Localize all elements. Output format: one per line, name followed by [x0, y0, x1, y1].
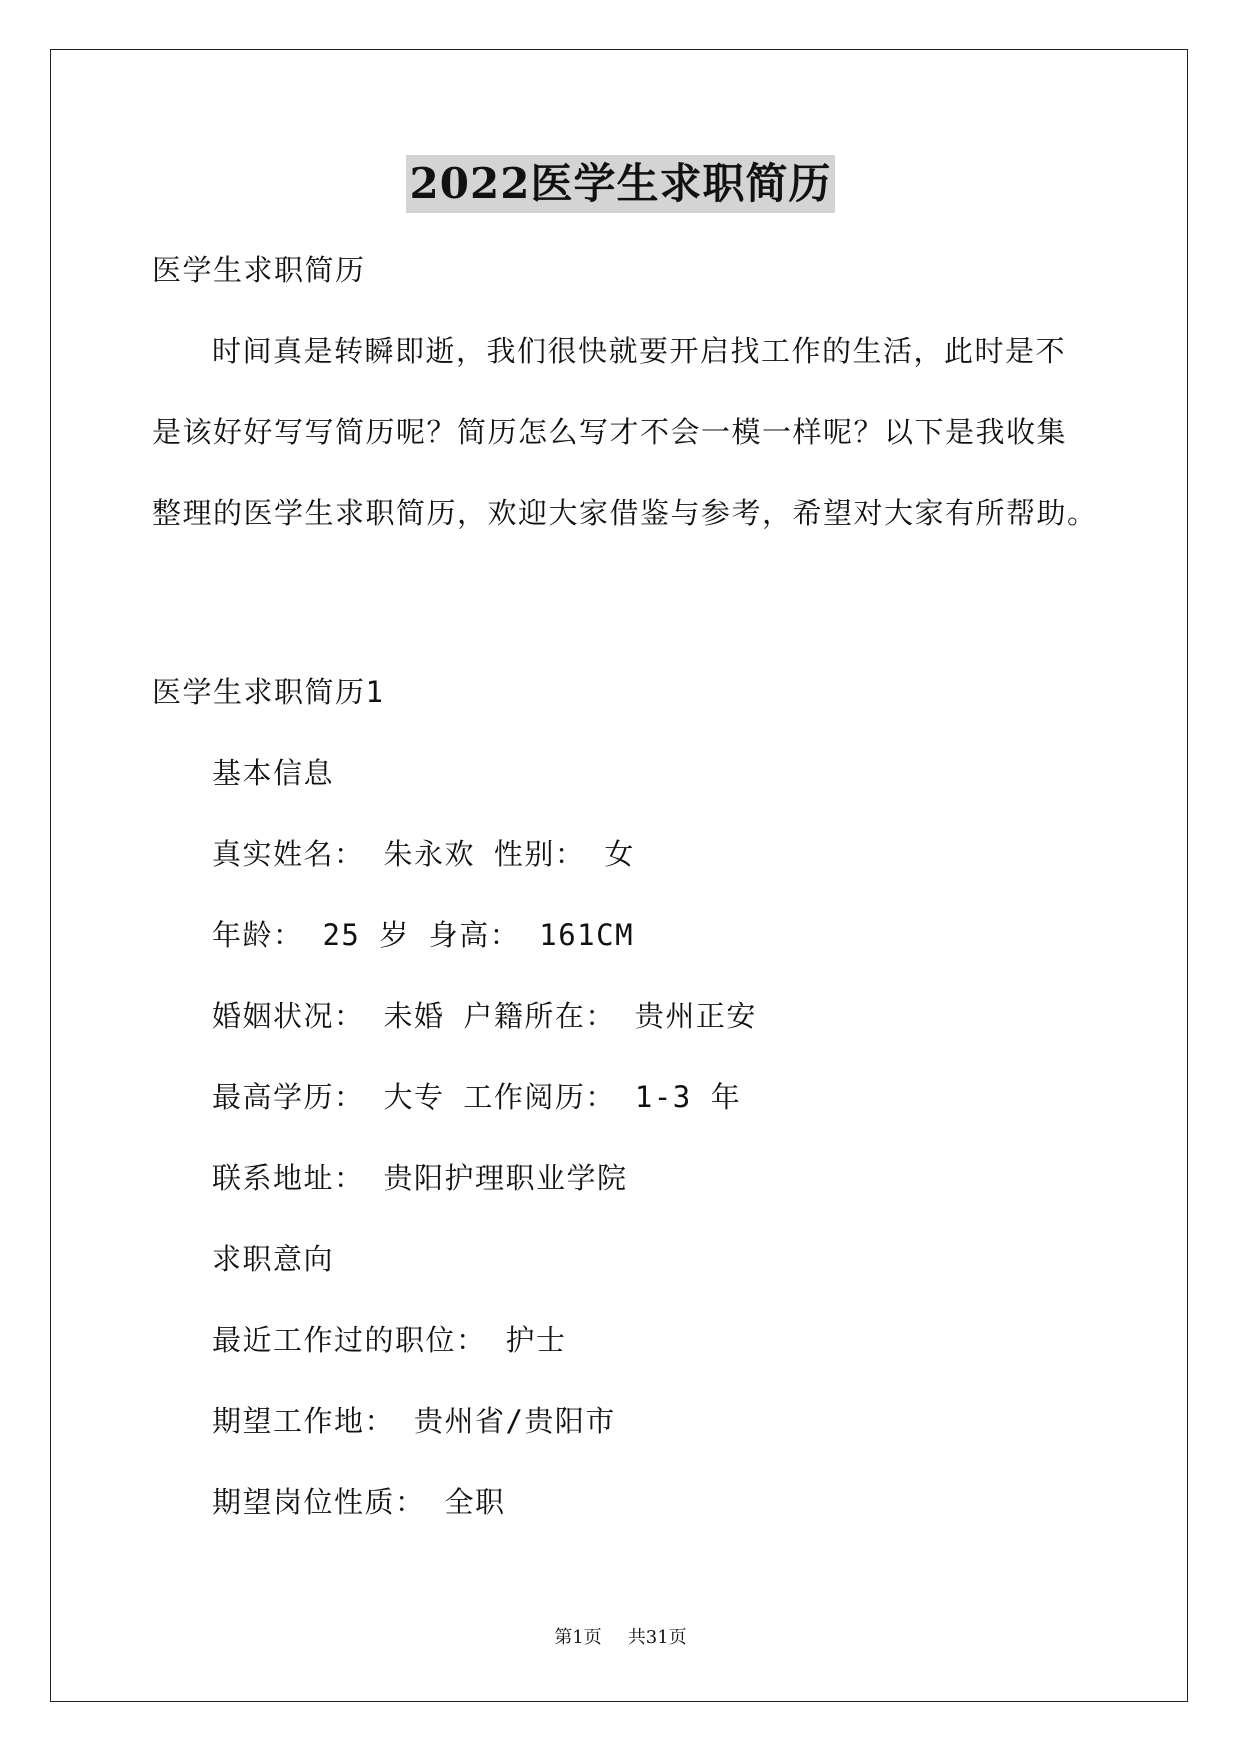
intro-paragraph-line: 是该好好写写简历呢？简历怎么写才不会一模一样呢？以下是我收集	[152, 415, 1068, 449]
document-title: 2022医学生求职简历	[406, 155, 836, 213]
info-line: 婚姻状况： 未婚 户籍所在： 贵州正安	[212, 999, 757, 1033]
info-line: 期望岗位性质： 全职	[212, 1485, 506, 1519]
page-number: 第1页	[554, 1627, 602, 1648]
title-container	[0, 155, 1241, 213]
page-total: 共31页	[627, 1627, 687, 1648]
info-line: 最近工作过的职位： 护士	[212, 1323, 567, 1357]
resume-heading: 医学生求职简历1	[152, 675, 385, 709]
info-line: 期望工作地： 贵州省/贵阳市	[212, 1404, 616, 1438]
section-heading: 医学生求职简历	[152, 253, 366, 287]
info-line: 年龄： 25 岁 身高： 161CM	[212, 918, 635, 952]
subsection-heading: 求职意向	[212, 1242, 335, 1276]
intro-paragraph-line: 整理的医学生求职简历，欢迎大家借鉴与参考，希望对大家有所帮助。	[152, 496, 1098, 530]
subsection-heading: 基本信息	[212, 756, 335, 790]
info-line: 真实姓名： 朱永欢 性别： 女	[212, 837, 635, 871]
info-line: 联系地址： 贵阳护理职业学院	[212, 1161, 628, 1195]
info-line: 最高学历： 大专 工作阅历： 1-3 年	[212, 1080, 742, 1114]
intro-paragraph-line: 时间真是转瞬即逝，我们很快就要开启找工作的生活，此时是不	[212, 334, 1067, 368]
page-footer	[0, 1626, 1241, 1650]
page-border	[50, 49, 1188, 1702]
